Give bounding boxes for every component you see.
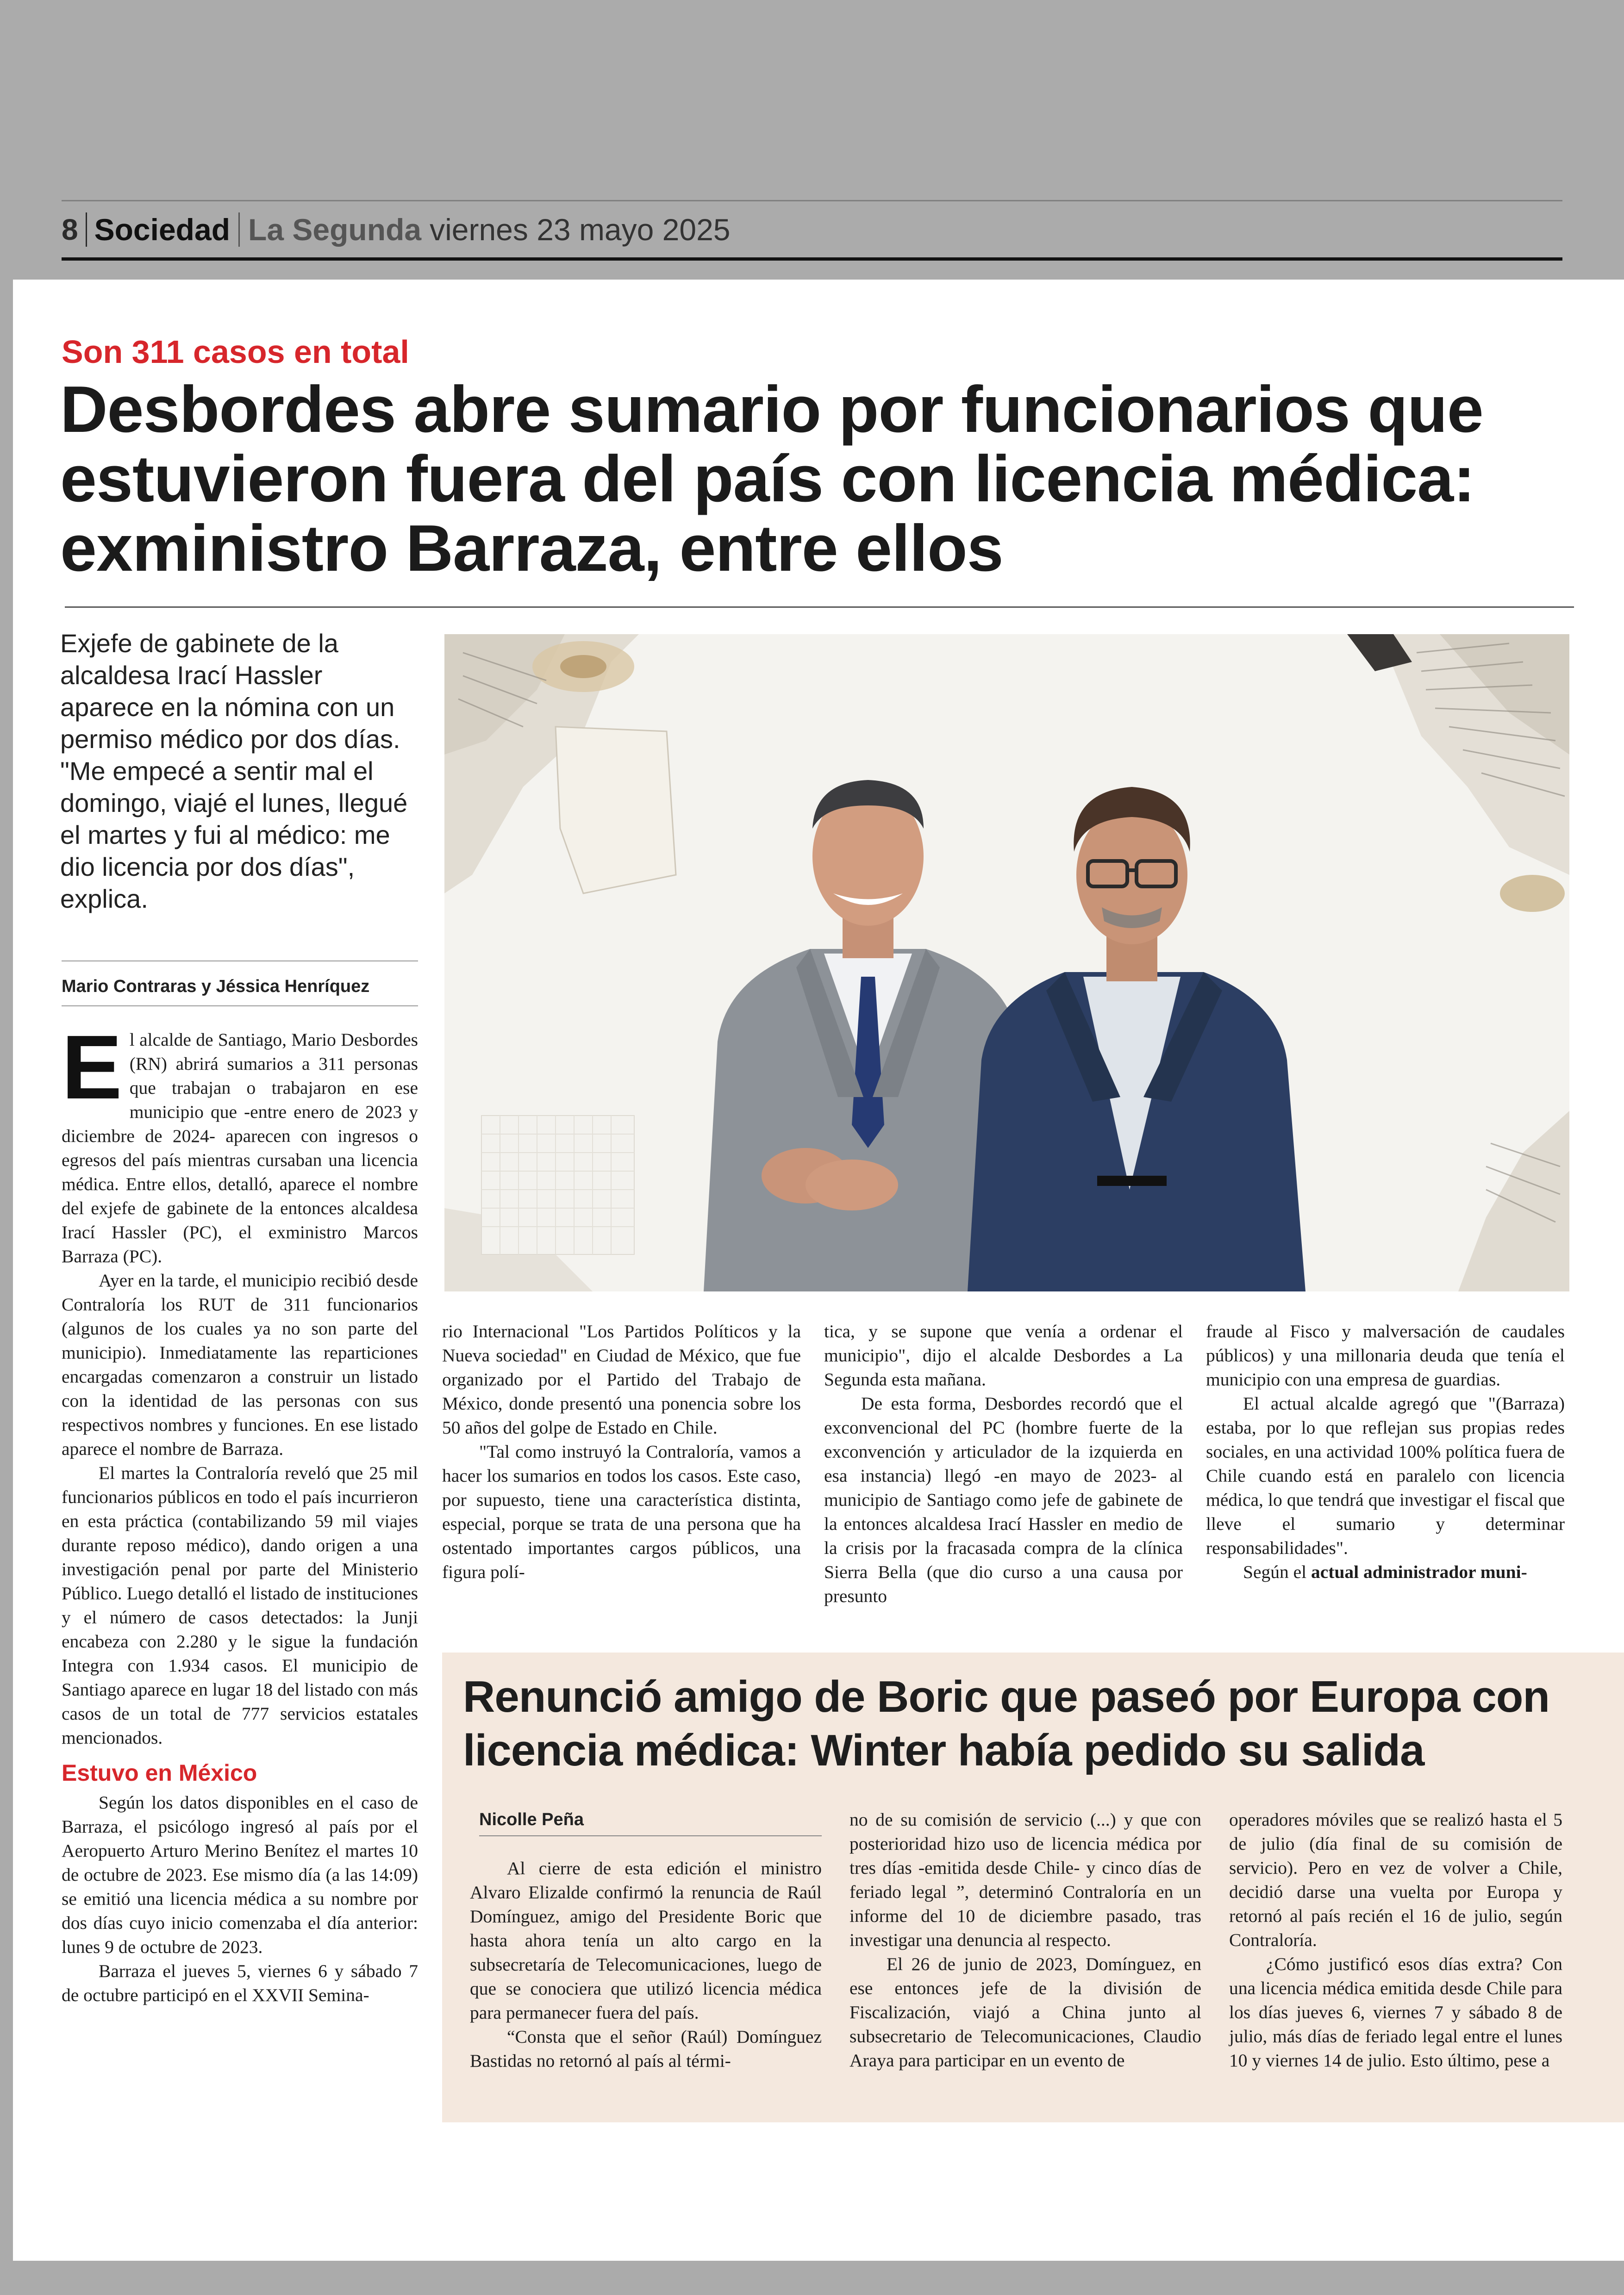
headline-rule [65,606,1574,608]
paragraph-text: l alcalde de Santiago, Mario Desbordes (RN) abrirá sumarios a 311 personas que trabajan o trabajaron en ese municipio que -entre enero de 2023 y diciembre de 2024- aparecen con ingresos o egresos del país mientras cursaban una licencia médica. Entre ellos, detalló, aparece el nombre del exjefe de gabinete de la entonces alcaldesa Irací Hassler (PC), el exministro Marcos Barraza (PC). [62,1029,418,1266]
article-paragraph: Según los datos disponibles en el caso de Barraza, el psicólogo ingresó al país por el Aeropuerto Arturo Merino Benítez el martes 10 de octubre de 2023. Ese mismo día (a las 14:09) se emitió una licencia médica a su nombre por dos días cuyo inicio comenzaba el día anterior: lunes 9 de octubre de 2023. [62,1792,418,1957]
byline-rule [62,960,418,961]
article-photo [444,634,1569,1291]
article-kicker: Son 311 casos en total [62,334,409,370]
article-paragraph: fraude al Fisco y malversación de caudales públicos) y una millonaria deuda que tenía el municipio con una empresa de guardias. [1206,1321,1565,1390]
article-paragraph: De esta forma, Desbordes recordó que el exconvencional del PC (hombre fuerte de la exconvención y articulador de la izquierda en esa instancia) llegó -en mayo de 2023- al municipio de Santiago como jefe de gabinete de la entonces alcaldesa Irací Hassler en medio de la crisis por la fracasada compra de la clínica Sierra Bella (que dio curso a una causa por presunto [824,1393,1183,1606]
sidebar-column-1 [470,1856,822,2073]
article-byline: Mario Contraras y Jéssica Henríquez [62,977,370,996]
paragraph-bold-text: actual administrador muni- [1311,1562,1527,1582]
sidebar-paragraph: Al cierre de esta edición el ministro Alvaro Elizalde confirmó la renuncia de Raúl Domínguez, amigo del Presidente Boric que hasta ahora tenía un alto cargo en la subsecretaría de Telecomunicaciones, luego de que se conociera que utilizó licencia médica para permanecer fuera del país. [470,1858,822,2023]
article-paragraph: Barraza el jueves 5, viernes 6 y sábado 7 de octubre participó en el XXVII Semina- [62,1961,418,2005]
article-paragraph: El martes la Contraloría reveló que 25 mil funcionarios públicos en todo el país incurrieron en esta práctica (contabilizando 59 mil viajes durante reposo médico), dando origen a una investigación penal por parte del Ministerio Público. Luego detalló el listado de instituciones y el número de casos detectados: la Junji encabeza con 2.280 y le sigue la fundación Integra con 1.934 casos. El municipio de Santiago aparece en lugar 18 del listado con más casos de un total de 777 servicios estatales mencionados. [62,1463,418,1748]
sidebar-headline: Renunció amigo de Boric que paseó por Europa con licencia médica: Winter había pedido su salida [463,1672,1549,1775]
sidebar-paragraph: operadores móviles que se realizó hasta el 5 de julio (día final de su comisión de servicio). Pero en vez de volver a Chile, decidió darse una vuelta por Europa y retornó al país recién el 16 de julio, según Contraloría. [1229,1809,1562,1950]
article-paragraph: Ayer en la tarde, el municipio recibió desde Contraloría los RUT de 311 funcionarios (algunos de los cuales ya no son parte del municipio). Inmediatamente las reparticiones encargadas comenzaron a construir un listado con la identidad de las personas con sus respectivos nombres y funciones. En ese listado aparece el nombre de Barraza. [62,1270,418,1459]
sidebar-byline-rule [479,1835,822,1836]
page-header [62,206,731,253]
article-column-4 [1206,1319,1565,1584]
publication-date: viernes 23 mayo 2025 [430,212,731,247]
drop-cap: E [62,1017,122,1118]
bottom-margin [0,2261,1624,2295]
header-divider [86,212,87,247]
article-column-3 [824,1319,1183,1608]
sidebar-paragraph: ¿Cómo justificó esos días extra? Con una licencia médica emitida desde Chile para los días jueves 6, viernes 7 y sábado 8 de julio, más días de feriado legal entre el lunes 10 y viernes 14 de julio. Esto último, pese a [1229,1954,1562,2070]
article-paragraph: tica, y se supone que venía a ordenar el municipio", dijo el alcalde Desbordes a La Segunda esta mañana. [824,1321,1183,1390]
sidebar-paragraph: “Consta que el señor (Raúl) Domínguez Bastidas no retornó al país al térmi- [470,2027,822,2071]
header-top-rule [62,200,1562,201]
byline-rule [62,1005,418,1006]
sidebar-paragraph: El 26 de junio de 2023, Domínguez, en ese entonces jefe de la división de Fiscalización, viajó a China junto al subsecretario de Telecomunicaciones, Claudio Araya para participar en un evento de [849,1954,1201,2070]
sidebar-paragraph: no de su comisión de servicio (...) y que con posterioridad hizo uso de licencia médica por tres días -emitida desde Chile- y cinco días de feriado legal ”, determinó Contraloría en un informe del 10 de diciembre pasado, tras investigar una denuncia al respecto. [849,1809,1201,1950]
page-number: 8 [62,213,78,246]
sidebar-byline: Nicolle Peña [479,1810,584,1829]
sidebar-column-3 [1229,1808,1562,2072]
section-name: Sociedad [94,212,231,247]
article-paragraph [1206,1560,1565,1584]
paragraph-text: Según el [1243,1562,1312,1582]
article-column-2 [442,1319,801,1584]
article-headline: Desbordes abre sumario por funcionarios que estuvieron fuera del país con licencia médica: exministro Barraza, entre ellos [60,373,1483,585]
article-paragraph [62,1017,418,1268]
header-bottom-rule [62,257,1562,261]
publication-name: La Segunda [248,212,422,247]
header-divider [238,212,240,247]
article-paragraph: El actual alcalde agregó que "(Barraza) estaba, por lo que reflejan sus propias redes sociales, en una actividad 100% política fuera de Chile cuando está en paralelo con licencia médica, lo que tendrá que investigar el fiscal que lleve el sumario y determinar responsabilidades". [1206,1393,1565,1558]
article-subhead: Estuvo en México [62,1760,257,1786]
article-paragraph: rio Internacional "Los Partidos Políticos y la Nueva sociedad" en Ciudad de México, que fue organizado por el Partido del Trabajo de México, donde presentó una ponencia sobre los 50 años del golpe de Estado en Chile. [442,1321,801,1438]
article-paragraph: "Tal como instruyó la Contraloría, vamos a hacer los sumarios en todos los casos. Este caso, por supuesto, tiene una característica distinta, especial, porque se trata de una persona que ha ostentado importantes cargos públicos, una figura polí- [442,1441,801,1582]
article-lead: Exjefe de gabinete de la alcaldesa Irací Hassler aparece en la nómina con un permiso médico por dos días. "Me empecé a sentir mal el domingo, viajé el lunes, llegué el martes y fui al médico: me dio licencia por dos días", explica. [60,629,408,913]
article-column-1 [62,1017,418,2007]
sidebar-column-2 [849,1808,1201,2072]
